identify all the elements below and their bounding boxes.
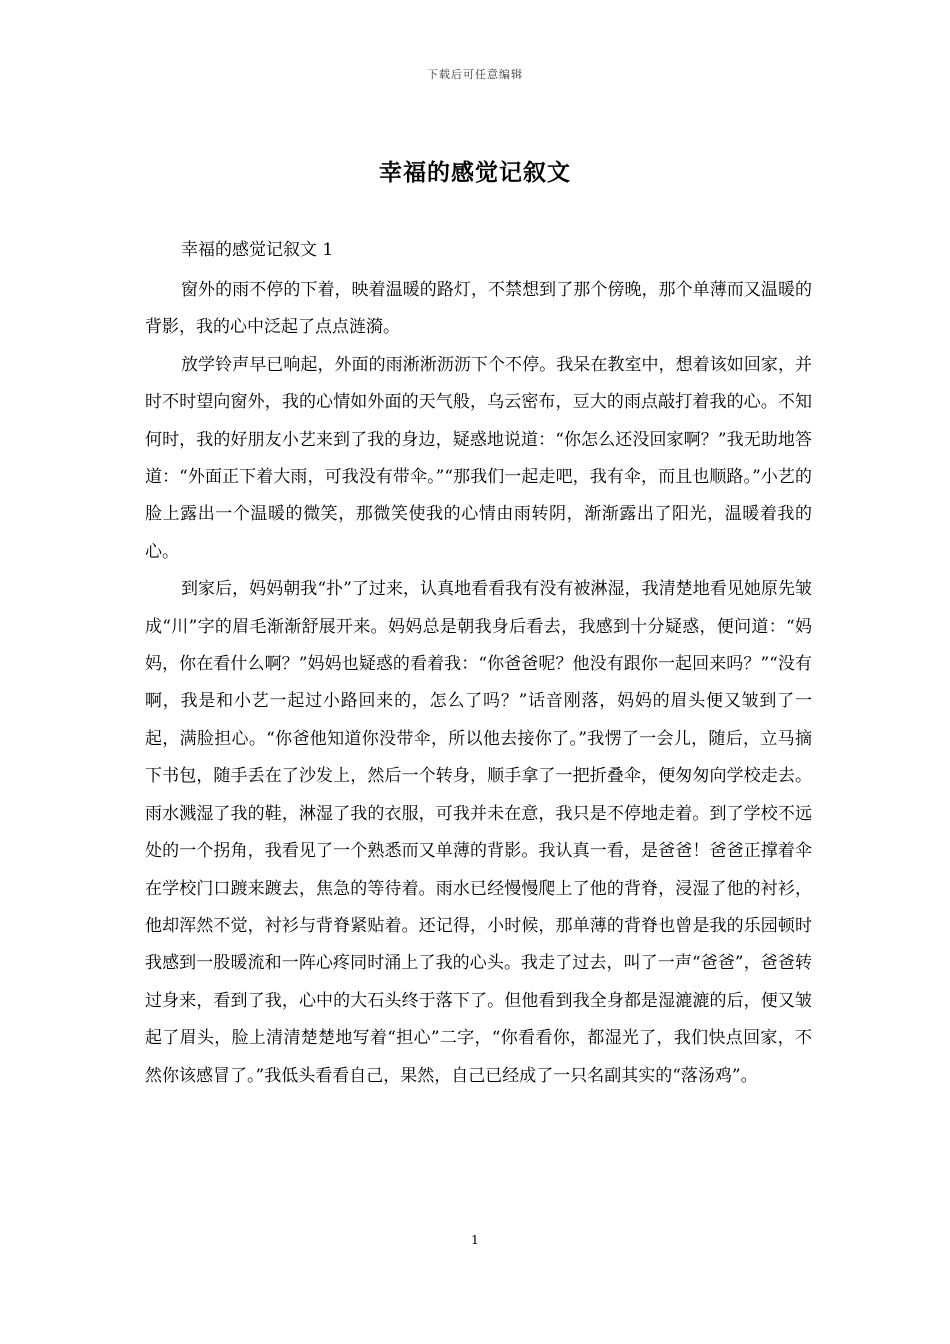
page-header-note: 下载后可任意编辑: [427, 68, 523, 81]
body-paragraph: 放学铃声早已响起，外面的雨淅淅沥沥下个不停。我呆在教室中，想着该如回家，并时不时望向窗外，我的心情如外面的天气般，乌云密布，豆大的雨点敲打着我的心。不知何时，我的好朋友小艺来到了我的身边，疑惑地说道：“你怎么还没回家啊？”我无助地答道：“外面正下着大雨，可我没有带伞。”“那我们一起走吧，我有伞，而且也顺路。”小艺的脸上露出一个温暖的微笑，那微笑使我的心情由雨转阴，渐渐露出了阳光，温暖着我的心。: [145, 354, 812, 562]
page-number: 1: [471, 1233, 479, 1247]
body-paragraph: 窗外的雨不停的下着，映着温暖的路灯，不禁想到了那个傍晚，那个单薄而又温暖的背影，我的心中泛起了点点涟漪。: [145, 280, 812, 338]
document-body: [145, 234, 812, 1095]
section-heading: 幸福的感觉记叙文 1: [181, 240, 334, 260]
document-title: 幸福的感觉记叙文: [379, 159, 571, 186]
body-paragraph: 到家后，妈妈朝我“扑”了过来，认真地看看我有没有被淋湿，我清楚地看见她原先皱成“川”字的眉毛渐渐舒展开来。妈妈总是朝我身后看去，我感到十分疑惑，便问道：“妈妈，你在看什么啊？”妈妈也疑惑的看着我：“你爸爸呢？他没有跟你一起回来吗？”“没有啊，我是和小艺一起过小路回来的，怎么了吗？”话音刚落，妈妈的眉头便又皱到了一起，满脸担心。“你爸他知道你没带伞，所以他去接你了。”我愣了一会儿，随后，立马摘下书包，随手丢在了沙发上，然后一个转身，顺手拿了一把折叠伞，便匆匆向学校走去。雨水溅湿了我的鞋，淋湿了我的衣服，可我并未在意，我只是不停地走着。到了学校不远处的一个拐角，我看见了一个熟悉而又单薄的背影。我认真一看，是爸爸！爸爸正撑着伞在学校门口踱来踱去，焦急的等待着。雨水已经慢慢爬上了他的背脊，浸湿了他的衬衫，他却浑然不觉，衬衫与背脊紧贴着。还记得，小时候，那单薄的背脊也曾是我的乐园顿时我感到一股暖流和一阵心疼同时涌上了我的心头。我走了过去，叫了一声“爸爸”，爸爸转过身来，看到了我，心中的大石头终于落下了。但他看到我全身都是湿漉漉的后，便又皱起了眉头，脸上清清楚楚地写着“担心”二字，“你看看你，都湿光了，我们快点回家，不然你该感冒了。”我低头看看自己，果然，自己已经成了一只名副其实的“落汤鸡”。: [145, 579, 812, 1086]
